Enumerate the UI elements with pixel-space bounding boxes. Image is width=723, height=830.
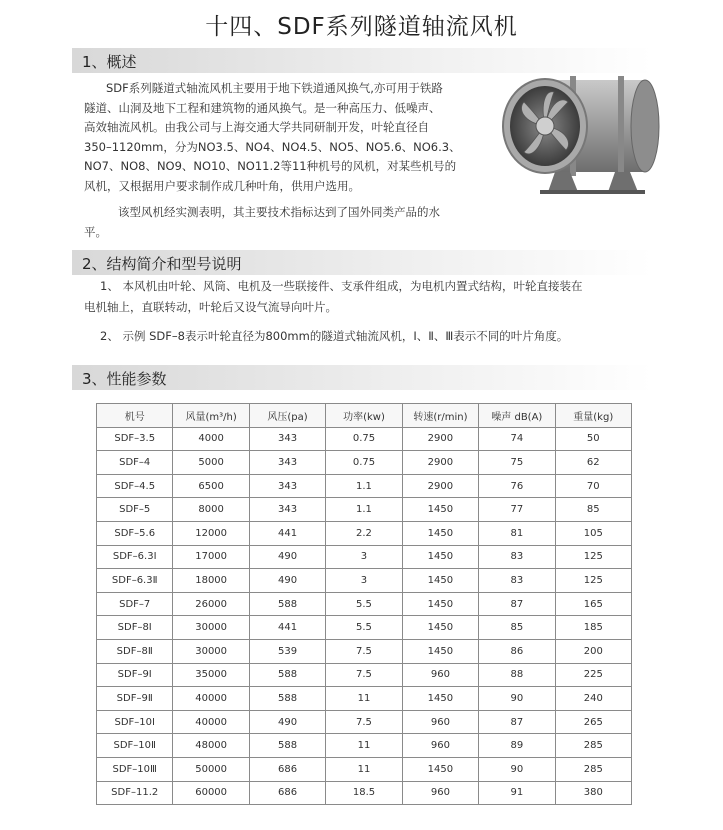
performance-table <box>96 403 632 805</box>
table-cell: 91 <box>479 781 555 805</box>
structure-item-2: 2、 示例 SDF–8表示叶轮直径为800mm的隧道式轴流风机，Ⅰ、Ⅱ、Ⅲ表示不同的叶片角度。 <box>100 329 569 343</box>
table-row <box>97 616 632 640</box>
table-cell: 165 <box>555 592 631 616</box>
table-cell: 85 <box>555 498 631 522</box>
table-cell: 343 <box>249 451 325 475</box>
table-cell: 7.5 <box>326 663 402 687</box>
section-heading-structure <box>72 250 652 275</box>
table-cell: 60000 <box>173 781 249 805</box>
table-cell: 105 <box>555 521 631 545</box>
table-row <box>97 663 632 687</box>
table-cell: 588 <box>249 734 325 758</box>
table-cell: 5.5 <box>326 592 402 616</box>
overview-paragraph-2 <box>84 203 504 242</box>
table-cell: 3 <box>326 545 402 569</box>
table-cell: 81 <box>479 521 555 545</box>
table-cell: 87 <box>479 592 555 616</box>
overview-line: 风机，又根据用户要求制作成几种叶角，供用户选用。 <box>84 178 360 193</box>
table-cell: 588 <box>249 687 325 711</box>
overview-line: 该型风机经实测表明，其主要技术指标达到了国外同类产品的水 <box>118 205 440 219</box>
table-cell: 89 <box>479 734 555 758</box>
table-cell: SDF–6.3Ⅰ <box>97 545 173 569</box>
table-cell: SDF–9Ⅱ <box>97 687 173 711</box>
table-cell: 1450 <box>402 757 478 781</box>
table-cell: 588 <box>249 592 325 616</box>
table-row <box>97 474 632 498</box>
section-heading-structure-text: 2、结构简介和型号说明 <box>82 255 242 273</box>
table-cell: 30000 <box>173 639 249 663</box>
table-row <box>97 592 632 616</box>
table-cell: 40000 <box>173 687 249 711</box>
table-cell: 12000 <box>173 521 249 545</box>
column-header: 风压(pa) <box>249 404 325 428</box>
table-cell: 35000 <box>173 663 249 687</box>
column-header: 功率(kw) <box>326 404 402 428</box>
table-cell: 83 <box>479 545 555 569</box>
table-cell: 11 <box>326 687 402 711</box>
table-cell: 1450 <box>402 687 478 711</box>
table-cell: SDF–11.2 <box>97 781 173 805</box>
table-cell: SDF–5.6 <box>97 521 173 545</box>
table-cell: 5.5 <box>326 616 402 640</box>
structure-line: 1、 本风机由叶轮、风筒、电机及一些联接件、支承件组成，为电机内置式结构，叶轮直接装在 <box>100 279 583 293</box>
table-cell: 83 <box>479 569 555 593</box>
table-cell: 40000 <box>173 710 249 734</box>
table-cell: 1450 <box>402 616 478 640</box>
table-cell: SDF–10Ⅰ <box>97 710 173 734</box>
table-row <box>97 687 632 711</box>
table-row <box>97 521 632 545</box>
table-cell: 88 <box>479 663 555 687</box>
table-cell: 490 <box>249 545 325 569</box>
table-cell: SDF–6.3Ⅱ <box>97 569 173 593</box>
table-cell: 6500 <box>173 474 249 498</box>
table-cell: 90 <box>479 687 555 711</box>
table-cell: 960 <box>402 734 478 758</box>
section-heading-performance <box>72 365 652 390</box>
table-cell: 8000 <box>173 498 249 522</box>
table-cell: 285 <box>555 757 631 781</box>
overview-line: 平。 <box>84 224 107 239</box>
table-cell: 1450 <box>402 569 478 593</box>
table-cell: 3 <box>326 569 402 593</box>
column-header: 风量(m³/h) <box>173 404 249 428</box>
table-cell: 70 <box>555 474 631 498</box>
table-cell: 960 <box>402 663 478 687</box>
table-cell: 7.5 <box>326 639 402 663</box>
table-cell: 0.75 <box>326 451 402 475</box>
table-cell: 1450 <box>402 592 478 616</box>
table-cell: 11 <box>326 734 402 758</box>
table-cell: 5000 <box>173 451 249 475</box>
section-heading-performance-text: 3、性能参数 <box>82 370 167 388</box>
table-cell: 86 <box>479 639 555 663</box>
table-row <box>97 710 632 734</box>
table-cell: SDF–7 <box>97 592 173 616</box>
table-cell: 343 <box>249 498 325 522</box>
table-cell: 50000 <box>173 757 249 781</box>
table-cell: 225 <box>555 663 631 687</box>
table-cell: 18.5 <box>326 781 402 805</box>
table-cell: 539 <box>249 639 325 663</box>
table-cell: 4000 <box>173 427 249 451</box>
table-cell: 490 <box>249 710 325 734</box>
table-cell: 76 <box>479 474 555 498</box>
column-header: 重量(kg) <box>555 404 631 428</box>
table-cell: 30000 <box>173 616 249 640</box>
column-header: 机号 <box>97 404 173 428</box>
performance-table-body <box>97 427 632 805</box>
table-cell: 686 <box>249 757 325 781</box>
table-row <box>97 639 632 663</box>
table-cell: 11 <box>326 757 402 781</box>
table-row <box>97 498 632 522</box>
table-cell: 7.5 <box>326 710 402 734</box>
table-cell: 343 <box>249 427 325 451</box>
table-cell: 0.75 <box>326 427 402 451</box>
overview-line: NO7、NO8、NO9、NO10、NO11.2等11种机号的风机，对某些机号的 <box>84 159 457 173</box>
table-cell: 588 <box>249 663 325 687</box>
table-cell: 77 <box>479 498 555 522</box>
table-cell: 18000 <box>173 569 249 593</box>
table-cell: 74 <box>479 427 555 451</box>
table-cell: 1.1 <box>326 498 402 522</box>
table-row <box>97 451 632 475</box>
overview-line: SDF系列隧道式轴流风机主要用于地下铁道通风换气,亦可用于铁路 <box>106 81 443 95</box>
table-row <box>97 781 632 805</box>
table-cell: 380 <box>555 781 631 805</box>
overview-paragraph-1 <box>84 79 504 196</box>
section-heading-overview <box>72 48 652 73</box>
table-cell: 85 <box>479 616 555 640</box>
table-cell: SDF–4 <box>97 451 173 475</box>
table-cell: 62 <box>555 451 631 475</box>
table-cell: 26000 <box>173 592 249 616</box>
table-cell: 960 <box>402 710 478 734</box>
table-cell: 490 <box>249 569 325 593</box>
table-cell: 1450 <box>402 639 478 663</box>
table-row <box>97 545 632 569</box>
table-row <box>97 427 632 451</box>
table-cell: 2900 <box>402 474 478 498</box>
table-row <box>97 757 632 781</box>
table-cell: SDF–4.5 <box>97 474 173 498</box>
column-header: 转速(r/min) <box>402 404 478 428</box>
page-title: 十四、SDF系列隧道轴流风机 <box>205 14 518 40</box>
table-cell: SDF–10Ⅲ <box>97 757 173 781</box>
table-cell: SDF–9Ⅰ <box>97 663 173 687</box>
table-cell: 87 <box>479 710 555 734</box>
table-cell: 960 <box>402 781 478 805</box>
table-row <box>97 734 632 758</box>
table-cell: 48000 <box>173 734 249 758</box>
table-cell: 200 <box>555 639 631 663</box>
table-cell: 2900 <box>402 451 478 475</box>
table-cell: 125 <box>555 569 631 593</box>
table-header-row <box>97 404 632 428</box>
table-cell: SDF–3.5 <box>97 427 173 451</box>
table-cell: 441 <box>249 616 325 640</box>
overview-line: 350–1120mm，分为NO3.5、NO4、NO4.5、NO5、NO5.6、NO6.3、 <box>84 139 461 154</box>
table-cell: 125 <box>555 545 631 569</box>
table-row <box>97 569 632 593</box>
table-cell: 90 <box>479 757 555 781</box>
table-cell: 441 <box>249 521 325 545</box>
table-cell: 1450 <box>402 545 478 569</box>
table-cell: 265 <box>555 710 631 734</box>
structure-line: 电机轴上，直联转动，叶轮后又设气流导向叶片。 <box>84 300 337 314</box>
structure-item-1 <box>84 276 664 318</box>
table-cell: 343 <box>249 474 325 498</box>
table-cell: 17000 <box>173 545 249 569</box>
table-cell: 75 <box>479 451 555 475</box>
table-cell: SDF–8Ⅰ <box>97 616 173 640</box>
table-cell: 2900 <box>402 427 478 451</box>
overview-line: 隧道、山洞及地下工程和建筑物的通风换气。是一种高压力、低噪声、 <box>84 100 441 115</box>
table-cell: 1.1 <box>326 474 402 498</box>
table-cell: 1450 <box>402 521 478 545</box>
table-cell: SDF–5 <box>97 498 173 522</box>
table-cell: 50 <box>555 427 631 451</box>
table-cell: 2.2 <box>326 521 402 545</box>
table-cell: SDF–8Ⅱ <box>97 639 173 663</box>
axial-fan-photo-icon <box>500 72 660 202</box>
table-cell: 240 <box>555 687 631 711</box>
overview-line: 高效轴流风机。由我公司与上海交通大学共同研制开发，叶轮直径自 <box>84 120 429 134</box>
table-cell: 185 <box>555 616 631 640</box>
table-cell: SDF–10Ⅱ <box>97 734 173 758</box>
section-heading-overview-text: 1、概述 <box>82 53 137 71</box>
column-header: 噪声 dB(A) <box>479 404 555 428</box>
table-cell: 1450 <box>402 498 478 522</box>
table-cell: 285 <box>555 734 631 758</box>
table-cell: 686 <box>249 781 325 805</box>
